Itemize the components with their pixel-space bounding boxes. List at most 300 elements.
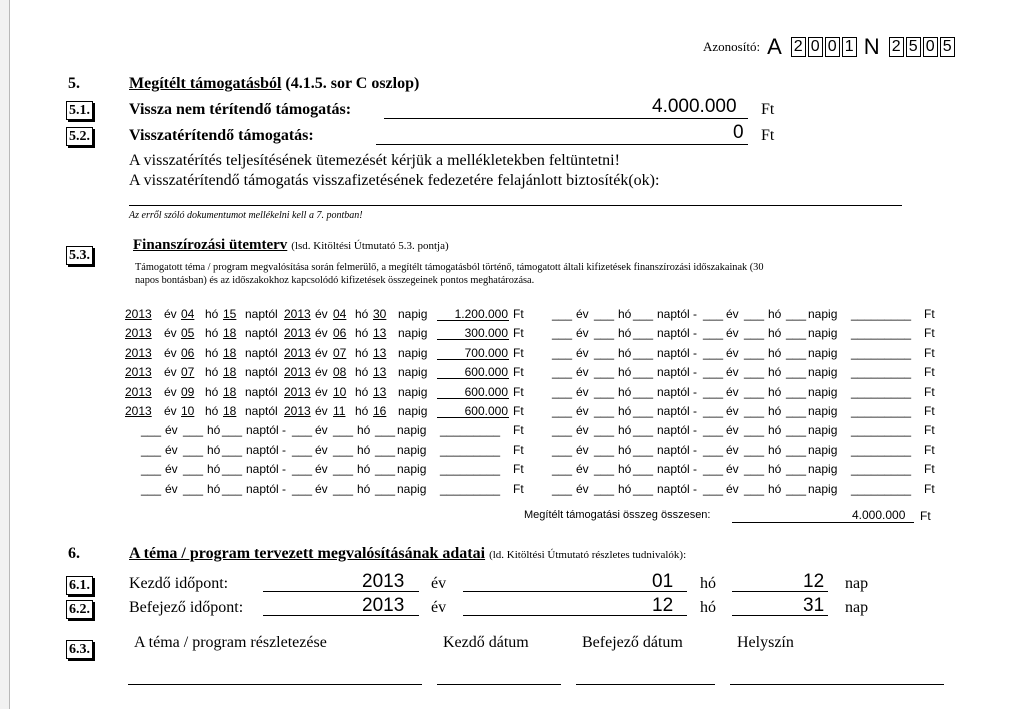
blank-amount: _________: [851, 404, 912, 418]
word-ev: év: [726, 326, 739, 341]
section-5-title-text: Megítélt támogatásból: [129, 75, 282, 92]
blank-day: ___: [786, 307, 807, 321]
word-napig: napig: [808, 423, 838, 438]
word-ev: év: [726, 345, 739, 360]
word-ho: hó: [618, 345, 632, 360]
start-month[interactable]: 06: [181, 345, 195, 360]
word-ev: év: [576, 384, 589, 399]
identifier-label: Azonosító:: [703, 39, 761, 54]
word-ho: hó: [355, 404, 369, 418]
blank-month: ___: [744, 442, 765, 457]
word-ho: hó: [768, 384, 782, 399]
end-year[interactable]: 2013: [284, 365, 311, 380]
blank-year: ___: [141, 423, 162, 438]
identifier-char: N: [863, 34, 880, 59]
blank-year: ___: [552, 404, 573, 418]
start-year[interactable]: 2013: [125, 384, 152, 399]
item-number-6-3: 6.3.: [66, 640, 93, 659]
blank-day: ___: [633, 326, 654, 341]
total-value[interactable]: 4.000.000: [852, 508, 906, 522]
blank-amount: _________: [851, 345, 912, 360]
word-naptol: naptól: [245, 326, 278, 341]
blank-year: ___: [703, 442, 724, 457]
blank-day: ___: [222, 481, 243, 496]
word-ft: Ft: [924, 442, 935, 457]
blank-month: ___: [594, 384, 615, 399]
word-ho: hó: [205, 365, 219, 380]
section-5-title: [129, 75, 419, 93]
blank-month: ___: [744, 404, 765, 418]
section-6-title-suffix: (ld. Kitöltési Útmutató részletes tudnivalók):: [489, 549, 687, 561]
blank-day: ___: [633, 462, 654, 477]
word-ft: Ft: [924, 384, 935, 399]
amount[interactable]: 600.000: [464, 404, 508, 418]
blank-year: ___: [292, 481, 313, 496]
word-ho: hó: [357, 442, 371, 457]
word-ev: év: [164, 326, 177, 341]
word-napig: napig: [808, 307, 838, 321]
word-ev: év: [576, 481, 589, 496]
end-year[interactable]: 2013: [284, 326, 311, 341]
word-ho: hó: [355, 384, 369, 399]
footnote: Az erről szóló dokumentumot mellékelni kell a 7. pontban!: [129, 210, 363, 221]
section-5-3-desc-2: napos bontásban) és az időszakokhoz kapcsolódó kifizetések összegeinek pontos meghatározása.: [135, 275, 535, 286]
value-5-1[interactable]: 4.000.000: [652, 96, 737, 117]
word-ev: év: [576, 365, 589, 380]
word-naptol: naptól -: [657, 404, 698, 418]
word-ev: év: [315, 307, 328, 321]
blank-amount: _________: [440, 462, 501, 477]
start-year[interactable]: 2013: [125, 307, 152, 321]
details-input-line[interactable]: [128, 684, 422, 685]
blank-month: ___: [594, 365, 615, 380]
schedule-row: [0, 443, 1024, 459]
word-ho: hó: [618, 404, 632, 418]
schedule-row: [0, 462, 1024, 478]
word-napig: napig: [397, 423, 427, 438]
blank-year: ___: [552, 442, 573, 457]
word-ft: Ft: [513, 365, 524, 380]
blank-year: ___: [552, 326, 573, 341]
word-naptol: naptól -: [246, 462, 287, 477]
start-day[interactable]: 18: [223, 384, 237, 399]
blank-month: ___: [594, 326, 615, 341]
blank-month: ___: [183, 423, 204, 438]
identifier-box: 0: [808, 37, 823, 57]
schedule-row: [0, 365, 1024, 381]
blank-day: ___: [786, 326, 807, 341]
blank-year: ___: [703, 365, 724, 380]
blank-month: ___: [594, 404, 615, 418]
unit-5-2: Ft: [761, 127, 775, 144]
start-day[interactable]: 18: [223, 345, 237, 360]
label-6-2: Befejező időpont:: [129, 599, 244, 616]
word-ev: év: [726, 404, 739, 418]
blank-month: ___: [594, 307, 615, 321]
word-ho: hó: [618, 384, 632, 399]
blank-year: ___: [703, 404, 724, 418]
word-ho: hó: [618, 307, 632, 321]
blank-month: ___: [744, 326, 765, 341]
word-ev: év: [576, 307, 589, 321]
start-day[interactable]: 12: [803, 571, 825, 592]
word-naptol: naptól -: [246, 442, 287, 457]
section-6-number: 6.: [68, 545, 80, 562]
start-day[interactable]: 18: [223, 404, 237, 418]
word-ho: hó: [355, 345, 369, 360]
blank-day: ___: [786, 345, 807, 360]
identifier-box: 1: [842, 37, 857, 57]
end-month[interactable]: 06: [333, 326, 347, 341]
blank-day: ___: [375, 442, 396, 457]
word-ho: hó: [205, 307, 219, 321]
item-number-5-3: 5.3.: [66, 246, 93, 265]
word-ev: év: [315, 365, 328, 380]
word-ev: év: [726, 442, 739, 457]
word-ho: hó: [618, 442, 632, 457]
end-year-unit: év: [431, 599, 447, 616]
blank-year: ___: [141, 442, 162, 457]
blank-month: ___: [594, 423, 615, 438]
blank-year: ___: [292, 423, 313, 438]
word-ho: hó: [618, 423, 632, 438]
word-napig: napig: [808, 462, 838, 477]
blank-month: ___: [744, 345, 765, 360]
word-napig: napig: [398, 384, 428, 399]
end-day[interactable]: 13: [373, 326, 387, 341]
word-ho: hó: [355, 365, 369, 380]
word-ev: év: [576, 462, 589, 477]
blank-month: ___: [594, 345, 615, 360]
end-month[interactable]: 04: [333, 307, 347, 321]
word-naptol: naptól -: [657, 442, 698, 457]
start-month[interactable]: 10: [181, 404, 195, 418]
blank-day: ___: [633, 307, 654, 321]
word-ev: év: [164, 345, 177, 360]
blank-day: ___: [786, 404, 807, 418]
blank-day: ___: [786, 423, 807, 438]
blank-amount: _________: [851, 462, 912, 477]
word-ho: hó: [205, 326, 219, 341]
word-napig: napig: [808, 345, 838, 360]
word-ho: hó: [357, 481, 371, 496]
identifier-box: 0: [923, 37, 938, 57]
end-month[interactable]: 10: [333, 384, 347, 399]
word-naptol: naptól: [245, 365, 278, 380]
end-day[interactable]: 13: [373, 384, 387, 399]
word-ho: hó: [357, 423, 371, 438]
start-month[interactable]: 07: [181, 365, 195, 380]
label-5-1: Vissza nem térítendő támogatás:: [129, 101, 352, 118]
word-naptol: naptól -: [657, 307, 698, 321]
word-ev: év: [315, 423, 328, 438]
word-ev: év: [726, 307, 739, 321]
blank-day: ___: [222, 442, 243, 457]
word-ev: év: [726, 423, 739, 438]
word-ft: Ft: [924, 462, 935, 477]
word-ft: Ft: [513, 384, 524, 399]
word-naptol: naptól -: [657, 384, 698, 399]
blank-day: ___: [786, 384, 807, 399]
blank-amount: _________: [851, 423, 912, 438]
word-ho: hó: [768, 345, 782, 360]
word-ev: év: [315, 462, 328, 477]
end-day[interactable]: 31: [803, 595, 825, 616]
identifier-box: 2: [791, 37, 806, 57]
word-ev: év: [315, 345, 328, 360]
end-day[interactable]: 16: [373, 404, 387, 418]
end-day[interactable]: 13: [373, 365, 387, 380]
item-number-5-2: 5.2.: [66, 127, 93, 146]
word-naptol: naptól -: [246, 481, 287, 496]
amount[interactable]: 1.200.000: [454, 307, 508, 321]
blank-month: ___: [594, 442, 615, 457]
total-line: [732, 522, 914, 523]
amount[interactable]: 600.000: [464, 384, 508, 399]
start-year[interactable]: 2013: [362, 571, 405, 592]
word-ho: hó: [207, 423, 221, 438]
word-ft: Ft: [513, 345, 524, 360]
section-5-number: 5.: [68, 75, 80, 92]
blank-day: ___: [222, 462, 243, 477]
note-repayment-schedule: A visszatérítés teljesítésének ütemezését kérjük a mellékletekben feltüntetni!: [129, 152, 620, 169]
blank-day: ___: [786, 481, 807, 496]
item-number-6-1: 6.1.: [66, 576, 93, 595]
word-naptol: naptól: [245, 345, 278, 360]
word-ft: Ft: [513, 326, 524, 341]
blank-year: ___: [703, 423, 724, 438]
word-napig: napig: [808, 326, 838, 341]
note-collateral: A visszatérítendő támogatás visszafizetésének fedezetére felajánlott biztosíték(ok):: [129, 172, 660, 189]
word-ft: Ft: [513, 442, 524, 457]
blank-day: ___: [375, 481, 396, 496]
word-ho: hó: [357, 462, 371, 477]
blank-year: ___: [292, 442, 313, 457]
word-ev: év: [164, 365, 177, 380]
word-naptol: naptól -: [657, 345, 698, 360]
column-header-start-date: Kezdő dátum: [443, 634, 529, 651]
start-month[interactable]: 01: [652, 571, 674, 592]
blank-month: ___: [333, 481, 354, 496]
blank-month: ___: [594, 481, 615, 496]
item-number-6-2: 6.2.: [66, 600, 93, 619]
word-naptol: naptól -: [657, 481, 698, 496]
end-year[interactable]: 2013: [284, 384, 311, 399]
word-napig: napig: [398, 365, 428, 380]
total-unit: Ft: [920, 509, 931, 523]
section-5-3-title-suffix: (lsd. Kitöltési Útmutató 5.3. pontja): [291, 240, 449, 252]
blank-year: ___: [703, 384, 724, 399]
word-ho: hó: [768, 462, 782, 477]
word-ft: Ft: [924, 326, 935, 341]
word-ev: év: [726, 462, 739, 477]
word-ft: Ft: [924, 423, 935, 438]
blank-amount: _________: [851, 307, 912, 321]
value-5-2[interactable]: 0: [733, 122, 744, 143]
schedule-row: [0, 423, 1024, 439]
blank-month: ___: [183, 442, 204, 457]
word-ev: év: [315, 384, 328, 399]
blank-day: ___: [633, 404, 654, 418]
end-month[interactable]: 08: [333, 365, 347, 380]
start-year[interactable]: 2013: [125, 326, 152, 341]
amount[interactable]: 600.000: [464, 365, 508, 380]
schedule-row: [0, 385, 1024, 401]
blank-amount: _________: [440, 442, 501, 457]
start-year-unit: év: [431, 575, 447, 592]
word-naptol: naptól -: [657, 365, 698, 380]
blank-year: ___: [292, 462, 313, 477]
word-ev: év: [315, 481, 328, 496]
start-year[interactable]: 2013: [125, 345, 152, 360]
start-day[interactable]: 18: [223, 365, 237, 380]
end-year[interactable]: 2013: [362, 595, 405, 616]
word-napig: napig: [398, 326, 428, 341]
word-ev: év: [165, 423, 178, 438]
word-napig: napig: [397, 481, 427, 496]
blank-year: ___: [141, 462, 162, 477]
identifier-box: 0: [825, 37, 840, 57]
end-month[interactable]: 11: [333, 404, 346, 418]
amount[interactable]: 700.000: [464, 345, 508, 360]
word-ev: év: [315, 404, 328, 418]
blank-day: ___: [375, 423, 396, 438]
blank-month: ___: [744, 462, 765, 477]
word-ft: Ft: [924, 404, 935, 418]
field-line-5-1: [384, 118, 748, 119]
word-ho: hó: [207, 481, 221, 496]
word-ev: év: [726, 365, 739, 380]
word-ho: hó: [355, 326, 369, 341]
blank-month: ___: [183, 462, 204, 477]
blank-year: ___: [141, 481, 162, 496]
blank-month: ___: [333, 442, 354, 457]
identifier-char: A: [767, 34, 782, 59]
word-ev: év: [726, 481, 739, 496]
column-header-location: Helyszín: [737, 634, 794, 651]
blank-day: ___: [633, 442, 654, 457]
blank-month: ___: [744, 365, 765, 380]
identifier-box: 2: [889, 37, 904, 57]
word-ev: év: [164, 384, 177, 399]
schedule-row: [0, 404, 1024, 420]
word-ft: Ft: [513, 462, 524, 477]
start-day[interactable]: 18: [223, 326, 237, 341]
word-ho: hó: [205, 404, 219, 418]
end-year[interactable]: 2013: [284, 307, 311, 321]
item-number-5-1: 5.1.: [66, 101, 93, 120]
word-napig: napig: [398, 345, 428, 360]
blank-day: ___: [222, 423, 243, 438]
word-ho: hó: [207, 462, 221, 477]
word-ho: hó: [768, 326, 782, 341]
start-month[interactable]: 04: [181, 307, 195, 321]
blank-month: ___: [744, 423, 765, 438]
word-ev: év: [576, 326, 589, 341]
word-ft: Ft: [513, 481, 524, 496]
word-napig: napig: [808, 442, 838, 457]
blank-year: ___: [552, 462, 573, 477]
word-ev: év: [164, 404, 177, 418]
blank-day: ___: [633, 481, 654, 496]
blank-day: ___: [633, 423, 654, 438]
unit-5-1: Ft: [761, 101, 775, 118]
schedule-row: [0, 326, 1024, 342]
word-ho: hó: [768, 442, 782, 457]
word-ev: év: [576, 423, 589, 438]
end-year[interactable]: 2013: [284, 404, 311, 418]
blank-day: ___: [375, 462, 396, 477]
blank-day: ___: [633, 365, 654, 380]
start-day[interactable]: 15: [223, 307, 237, 321]
column-header-details: A téma / program részletezése: [134, 634, 327, 651]
word-ho: hó: [355, 307, 369, 321]
start-month[interactable]: 05: [181, 326, 195, 341]
identifier: [703, 34, 955, 59]
blank-amount: _________: [440, 481, 501, 496]
word-ho: hó: [618, 365, 632, 380]
blank-day: ___: [633, 345, 654, 360]
start-year[interactable]: 2013: [125, 365, 152, 380]
blank-month: ___: [744, 384, 765, 399]
word-naptol: naptól: [245, 404, 278, 418]
word-napig: napig: [808, 404, 838, 418]
blank-year: ___: [552, 384, 573, 399]
word-ev: év: [576, 442, 589, 457]
end-day-unit: nap: [845, 599, 869, 616]
label-5-2: Visszatérítendő támogatás:: [129, 127, 314, 144]
word-ev: év: [165, 462, 178, 477]
start-year[interactable]: 2013: [125, 404, 152, 418]
blank-day: ___: [633, 384, 654, 399]
start-month[interactable]: 09: [181, 384, 195, 399]
label-6-1: Kezdő időpont:: [129, 575, 229, 592]
end-day[interactable]: 13: [373, 345, 387, 360]
word-napig: napig: [397, 442, 427, 457]
end-date-input-line[interactable]: [576, 684, 715, 685]
word-ho: hó: [207, 442, 221, 457]
start-date-input-line[interactable]: [437, 684, 561, 685]
end-month[interactable]: 07: [333, 345, 347, 360]
blank-month: ___: [744, 307, 765, 321]
word-napig: napig: [808, 384, 838, 399]
location-input-line[interactable]: [730, 684, 944, 685]
word-ho: hó: [205, 345, 219, 360]
blank-amount: _________: [440, 423, 501, 438]
amount[interactable]: 300.000: [464, 326, 508, 341]
blank-amount: _________: [851, 384, 912, 399]
end-year[interactable]: 2013: [284, 345, 311, 360]
blank-year: ___: [552, 423, 573, 438]
word-ho: hó: [618, 481, 632, 496]
field-line-5-2: [376, 144, 748, 145]
word-ft: Ft: [924, 345, 935, 360]
word-ev: év: [165, 442, 178, 457]
word-napig: napig: [808, 365, 838, 380]
word-napig: napig: [397, 462, 427, 477]
end-month[interactable]: 12: [652, 595, 674, 616]
blank-day: ___: [786, 365, 807, 380]
end-day[interactable]: 30: [373, 307, 387, 321]
total-label: Megítélt támogatási összeg összesen:: [524, 509, 711, 521]
blank-year: ___: [552, 481, 573, 496]
blank-amount: _________: [851, 442, 912, 457]
start-day-unit: nap: [845, 575, 869, 592]
blank-month: ___: [333, 462, 354, 477]
word-ev: év: [315, 442, 328, 457]
word-ft: Ft: [513, 307, 524, 321]
collateral-line: [129, 205, 902, 206]
